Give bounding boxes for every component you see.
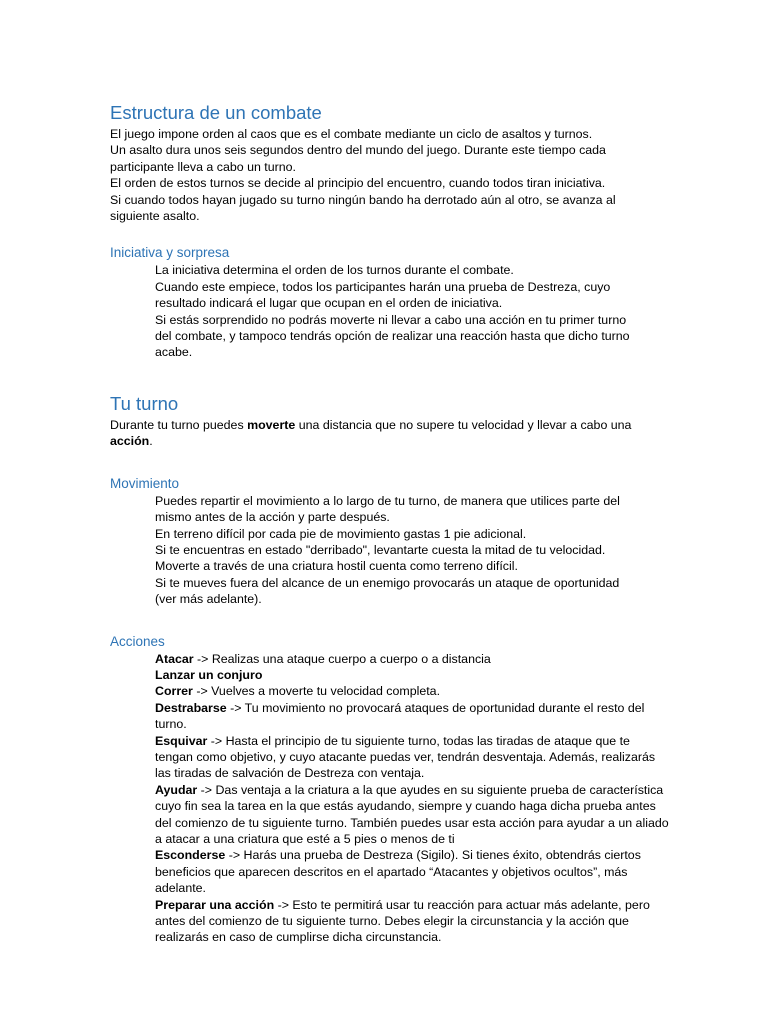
iniciativa-body	[110, 262, 670, 360]
heading-iniciativa-sorpresa: Iniciativa y sorpresa	[110, 245, 230, 261]
heading-estructura-combate: Estructura de un combate	[110, 102, 322, 123]
paragraph-line: Si te encuentras en estado "derribado", levantarte cuesta la mitad de tu velocidad.	[155, 542, 606, 557]
paragraph-line: El orden de estos turnos se decide al principio del encuentro, cuando todos tiran iniciativa.	[110, 176, 606, 191]
paragraph-line: Si estás sorprendido no podrás moverte ni llevar a cabo una acción en tu primer turno	[155, 312, 627, 327]
movimiento-body	[110, 493, 670, 608]
action-name: Destrabarse	[155, 700, 227, 715]
acciones-list	[110, 651, 670, 946]
text-span: una distancia que no supere tu velocidad y llevar a cabo una	[295, 417, 632, 432]
paragraph-line	[110, 417, 670, 433]
text-span: Durante tu turno puedes	[110, 417, 248, 432]
heading-tu-turno: Tu turno	[110, 392, 179, 414]
paragraph-line: resultado indicará el lugar que ocupan en el orden de iniciativa.	[155, 296, 503, 311]
paragraph-line: siguiente asalto.	[110, 209, 200, 224]
action-description: -> Esto te permitirá usar tu reacción para actuar más adelante, pero antes del comienzo de tu siguiente turno. Debes elegir la circunstancia y la acción que realizarás en caso de cumplirse dicha circunstancia.	[155, 897, 650, 945]
paragraph-line: mismo antes de la acción y parte después.	[155, 510, 390, 525]
action-name: Preparar una acción	[155, 897, 275, 912]
action-description: -> Vuelves a moverte tu velocidad completa.	[192, 684, 441, 699]
bold-term: moverte	[247, 417, 296, 432]
paragraph-line: Puedes repartir el movimiento a lo largo de tu turno, de manera que utilices parte del	[155, 493, 620, 508]
paragraph-line: (ver más adelante).	[155, 592, 262, 607]
action-name: Atacar	[155, 651, 194, 666]
paragraph-line	[110, 433, 670, 449]
action-description: -> Das ventaja a la criatura a la que ayudes en su siguiente prueba de característica cuyo fin sea la tarea en la que estás ayudando, siempre y cuando haga dicha prueba antes del comienzo de tu siguiente turno. También puedes usar esta acción para ayudar a un aliado a atacar a una criatura que esté a 5 pies o menos de ti	[155, 782, 669, 846]
heading-movimiento: Movimiento	[110, 475, 180, 491]
action-name: Esquivar	[155, 733, 208, 748]
heading-acciones: Acciones	[110, 633, 165, 649]
action-item	[155, 847, 670, 896]
action-description: -> Tu movimiento no provocará ataques de oportunidad durante el resto del turno.	[155, 700, 645, 732]
action-name: Ayudar	[155, 782, 198, 797]
action-description: -> Hasta el principio de tu siguiente turno, todas las tiradas de ataque que te tengan como objetivo, y cuyo atacante puedas ver, tendrán desventaja. Además, realizarás las tiradas de salvación de Destreza con ventaja.	[155, 733, 656, 781]
paragraph-line: del combate, y tampoco tendrás opción de realizar una reacción hasta que dicho turno	[155, 329, 630, 344]
paragraph-line: Cuando este empiece, todos los participantes harán una prueba de Destreza, cuyo	[155, 279, 611, 294]
paragraph-line: Si te mueves fuera del alcance de un enemigo provocarás un ataque de oportunidad	[155, 575, 620, 590]
paragraph-line: participante lleva a cabo un turno.	[110, 159, 296, 174]
action-description: -> Harás una prueba de Destreza (Sigilo). Si tienes éxito, obtendrás ciertos beneficios que aparecen descritos en el apartado “Atacantes y objetivos ocultos”, más adelante.	[155, 848, 641, 896]
turno-body	[110, 417, 670, 450]
action-name: Esconderse	[155, 848, 226, 863]
paragraph-line: En terreno difícil por cada pie de movimiento gastas 1 pie adicional.	[155, 526, 527, 541]
document-page	[110, 100, 670, 946]
text-span: .	[149, 434, 153, 449]
action-item	[155, 651, 670, 667]
action-description: -> Realizas una ataque cuerpo a cuerpo o a distancia	[193, 651, 491, 666]
action-name: Correr	[155, 684, 193, 699]
action-name: Lanzar un conjuro	[155, 667, 263, 682]
action-item	[155, 667, 670, 683]
action-item	[155, 683, 670, 699]
bold-term: acción	[110, 434, 150, 449]
paragraph-line: Si cuando todos hayan jugado su turno ningún bando ha derrotado aún al otro, se avanza al	[110, 192, 616, 207]
paragraph-line: El juego impone orden al caos que es el combate mediante un ciclo de asaltos y turnos.	[110, 127, 593, 141]
action-item	[155, 897, 670, 946]
combate-body	[110, 126, 670, 224]
paragraph-line: acabe.	[155, 345, 193, 360]
action-item	[155, 733, 670, 782]
action-item	[155, 782, 670, 848]
action-item	[155, 700, 670, 733]
paragraph-line: Moverte a través de una criatura hostil cuenta como terreno difícil.	[155, 559, 518, 574]
paragraph-line: La iniciativa determina el orden de los turnos durante el combate.	[155, 263, 514, 278]
paragraph-line: Un asalto dura unos seis segundos dentro del mundo del juego. Durante este tiempo cada	[110, 143, 606, 158]
